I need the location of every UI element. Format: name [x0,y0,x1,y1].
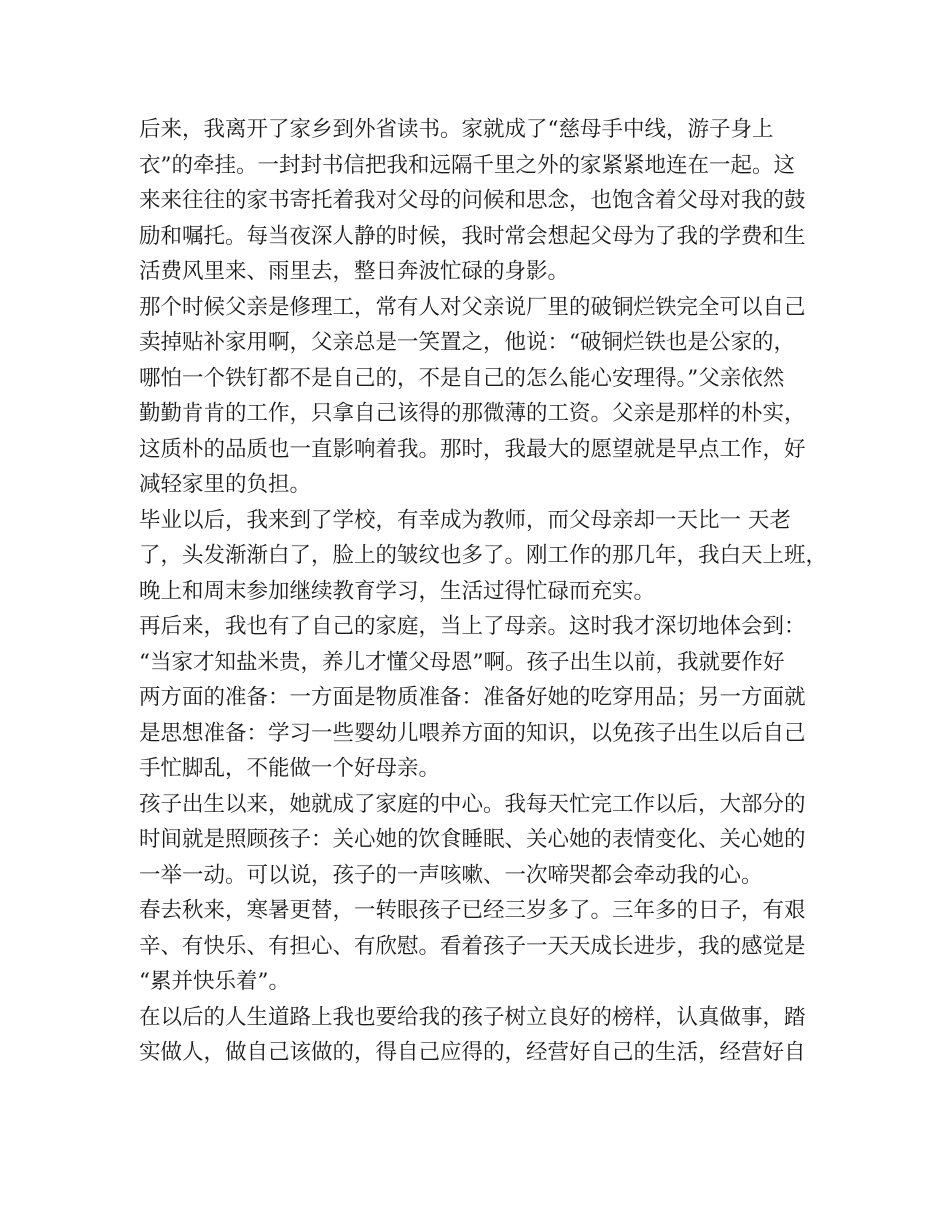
text-line: 两方面的准备：一方面是物质准备：准备好她的吃穿用品；另一方面就 [139,685,806,710]
text-line: 减轻家里的负担。 [139,472,312,497]
text-line: 哪怕一个铁钉都不是自己的，不是自己的怎么能心安理得。”父亲依然 [139,365,785,391]
body-text [139,112,829,1071]
text-line: 时间就是照顾孩子：关心她的饮食睡眠、关心她的表情变化、关心她的 [139,827,806,852]
text-line: 衣”的牵挂。一封封书信把我和远隔千里之外的家紧紧地连在一起。这 [139,152,795,178]
text-line: 辛、有快乐、有担心、有欣慰。看着孩子一天天成长进步，我的感觉是 [139,933,806,959]
text-line: 在以后的人生道路上我也要给我的孩子树立良好的榜样，认真做事，踏 [139,1004,806,1030]
text-line: 那个时候父亲是修理工，常有人对父亲说厂里的破铜烂铁完全可以自己 [139,294,806,320]
text-line: 卖掉贴补家用啊，父亲总是一笑置之，他说：“破铜烂铁也是公家的， [139,330,795,355]
text-line: 了，头发渐渐白了，脸上的皱纹也多了。刚工作的那几年，我白天上班， [139,543,828,568]
text-line: 毕业以后，我来到了学校，有幸成为教师，而父母亲却一天比一 天老 [139,507,791,533]
text-line: 晚上和周末参加继续教育学习，生活过得忙碌而充实。 [139,578,656,604]
text-line: 春去秋来，寒暑更替，一转眼孩子已经三岁多了。三年多的日子，有艰 [139,898,806,923]
text-line: 勤勤肯肯的工作，只拿自己该得的那微薄的工资。父亲是那样的朴实， [139,401,806,426]
text-line: 实做人，做自己该做的，得自己应得的，经营好自己的生活，经营好自 [139,1040,806,1065]
text-line: “累并快乐着”。 [139,969,290,994]
text-line: 一举一动。可以说，孩子的一声咳嗽、一次啼哭都会牵动我的心。 [139,862,763,888]
text-line: 后来，我离开了家乡到外省读书。家就成了“慈母手中线，游子身上 [139,117,774,142]
text-line: 再后来，我也有了自己的家庭，当上了母亲。这时我才深切地体会到： [139,614,806,639]
text-line: 励和嘱托。每当夜深人静的时候，我时常会想起父母为了我的学费和生 [139,223,806,249]
text-line: 孩子出生以来，她就成了家庭的中心。我每天忙完工作以后，大部分的 [139,791,806,817]
text-line: 来来往往的家书寄托着我对父母的问候和思念，也饱含着父母对我的鼓 [139,188,806,213]
text-line: 手忙脚乱，不能做一个好母亲。 [139,756,441,781]
text-line: 活费风里来、雨里去，整日奔波忙碌的身影。 [139,259,570,284]
text-line: 这质朴的品质也一直影响着我。那时，我最大的愿望就是早点工作，好 [139,436,806,462]
text-line: “当家才知盐米贵，养儿才懂父母恩”啊。孩子出生以前，我就要作好 [139,649,785,675]
text-line: 是思想准备：学习一些婴幼儿喂养方面的知识，以免孩子出生以后自己 [139,720,806,746]
